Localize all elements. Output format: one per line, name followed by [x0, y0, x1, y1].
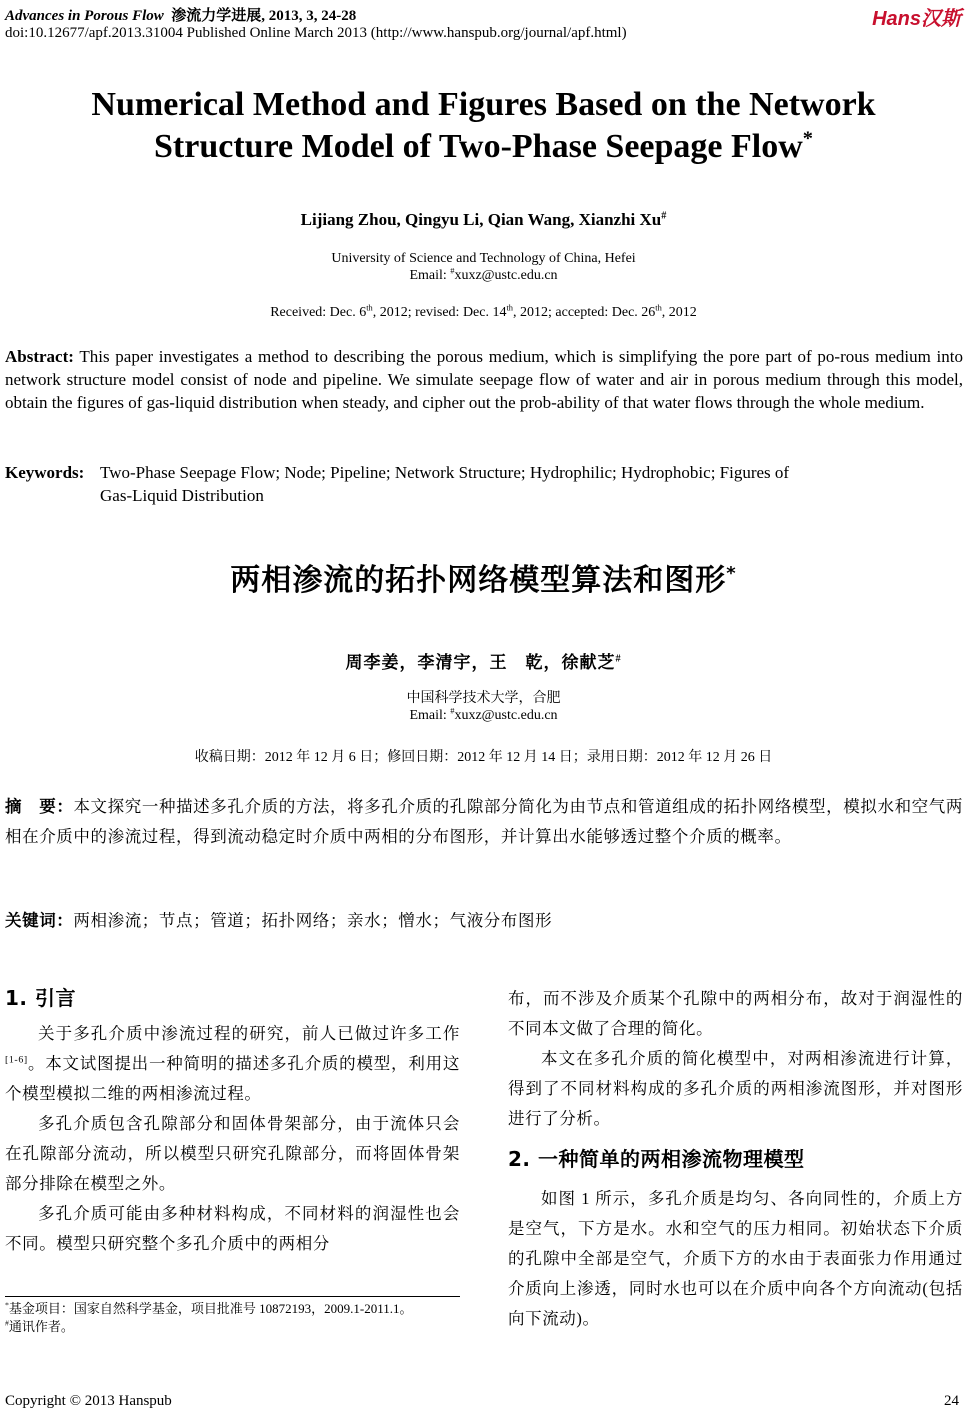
title-cn-mark: * — [726, 563, 737, 584]
email-label: Email: — [409, 708, 451, 723]
abstract-en-text: This paper investigates a method to describing the porous medium, which is simplifying the pore part of po-rous medium into network structure model consist of node and pipeline. We simulate seepage flow of water and air in porous medium through this model, obtain the figures of gas-liquid distribution when steady, and cipher out the prob-ability of that water flows through the whole medium. — [5, 347, 963, 412]
received-date: Received: Dec. 6 — [270, 305, 367, 320]
journal-name-cn: 渗流力学进展 — [171, 8, 262, 24]
fund-mark: * — [5, 1300, 9, 1310]
paragraph: 多孔介质包含孔隙部分和固体骨架部分，由于流体只会在孔隙部分流动，所以模型只研究孔隙部分，而将固体骨架部分排除在模型之外。 — [5, 1114, 460, 1193]
ordinal-sup: th — [506, 303, 513, 313]
journal-name: Advances in Porous Flow — [5, 8, 164, 24]
page-number: 24 — [944, 1393, 959, 1409]
paragraph — [5, 1019, 460, 1109]
abstract-cn-text: 本文探究一种描述多孔介质的方法，将多孔介质的孔隙部分简化为由节点和管道组成的拓扑网络模型，模拟水和空气两相在介质中的渗流过程，得到流动稳定时介质中两相的分布图形，并计算出水能够透过整个介质的概率。 — [5, 797, 963, 846]
dates-cn: 收稿日期：2012 年 12 月 6 日；修回日期：2012 年 12 月 14 日；录用日期：2012 年 12 月 26 日 — [194, 750, 773, 765]
email-address: xuxz@ustc.edu.cn — [454, 708, 558, 723]
email-address: xuxz@ustc.edu.cn — [454, 268, 558, 283]
keywords-cn-label: 关键词： — [5, 911, 74, 930]
accepted-date: , 2012; accepted: Dec. 26 — [513, 305, 656, 320]
citation: [1-6] — [5, 1054, 28, 1066]
abstract-cn — [5, 792, 963, 852]
corr-mark: # — [5, 1318, 9, 1328]
email-cn — [0, 707, 967, 724]
title-cn-text: 两相渗流的拓扑网络模型算法和图形 — [230, 563, 727, 598]
keywords-en-line1: Two-Phase Seepage Flow; Node; Pipeline; Network Structure; Hydrophilic; Hydrophobic; Figures of — [100, 463, 790, 482]
title-en-line1: Numerical Method and Figures Based on the Network — [91, 86, 876, 123]
fund-text: 基金项目：国家自然科学基金，项目批准号 10872193，2009.1-2011.1。 — [8, 1301, 413, 1316]
authors-en — [0, 210, 967, 230]
left-column — [5, 983, 460, 1259]
paragraph: 本文在多孔介质的简化模型中，对两相渗流进行计算，得到了不同材料构成的多孔介质的两相渗流图形，并对图形进行了分析。 — [508, 1049, 963, 1128]
author-mark: # — [661, 210, 667, 222]
fund-footnote — [5, 1300, 460, 1318]
right-column — [508, 984, 963, 1334]
section-2-heading: 2. 一种简单的两相渗流物理模型 — [508, 1147, 805, 1171]
keywords-cn-text: 两相渗流；节点；管道；拓扑网络；亲水；憎水；气液分布图形 — [73, 911, 553, 930]
paragraph: 多孔介质可能由多种材料构成，不同材料的润湿性也会不同。模型只研究整个多孔介质中的两相分 — [5, 1204, 460, 1253]
keywords-cn — [5, 906, 963, 936]
email-mark: # — [450, 706, 455, 716]
keywords-label-text: Keywords: — [5, 463, 85, 482]
volume-info: , 2013, 3, 24-28 — [261, 8, 357, 24]
keywords-en — [100, 461, 960, 507]
email-label: Email: — [409, 268, 451, 283]
journal-header — [5, 4, 356, 25]
hans-logo: Hans汉斯 — [872, 8, 961, 30]
affiliation-cn — [0, 690, 967, 724]
title-en — [0, 84, 967, 168]
copyright: Copyright © 2013 Hanspub — [5, 1393, 172, 1409]
affiliation-en — [0, 250, 967, 284]
date-year: , 2012 — [661, 305, 697, 320]
corr-footnote — [5, 1318, 460, 1336]
footnote-rule — [5, 1296, 460, 1297]
title-cn — [0, 555, 967, 599]
paragraph-text: 。本文试图提出一种简明的描述多孔介质的模型，利用这个模型模拟二维的两相渗流过程。 — [5, 1054, 460, 1103]
abstract-en — [5, 345, 963, 414]
abstract-cn-label: 摘 要： — [5, 797, 74, 816]
abstract-en-label: Abstract: — [5, 347, 74, 366]
section-1-heading: 1. 引言 — [5, 986, 76, 1010]
email-en — [0, 267, 967, 284]
doi-line: doi:10.12677/apf.2013.31004 Published Online March 2013 (http://www.hanspub.org/journal/apf.html) — [5, 25, 627, 41]
authors-cn-text: 周李姜，李清宇，王 乾，徐献芝 — [345, 653, 616, 672]
authors-en-text: Lijiang Zhou, Qingyu Li, Qian Wang, Xianzhi Xu — [300, 210, 662, 229]
email-mark: # — [450, 266, 455, 276]
authors-cn — [0, 648, 967, 673]
ordinal-sup: th — [366, 303, 373, 313]
dates-en — [0, 305, 967, 321]
affiliation-cn-text: 中国科学技术大学，合肥 — [406, 691, 561, 706]
ordinal-sup: th — [655, 303, 662, 313]
keywords-en-label — [5, 461, 84, 484]
title-footnote-mark: * — [802, 127, 813, 150]
keywords-en-line2: Gas-Liquid Distribution — [100, 486, 264, 505]
revised-date: , 2012; revised: Dec. 14 — [372, 305, 507, 320]
paragraph-continued: 布，而不涉及介质某个孔隙中的两相分布，故对于润湿性的不同本文做了合理的简化。 — [508, 989, 963, 1038]
author-cn-mark: # — [615, 653, 622, 665]
paragraph-text: 关于多孔介质中渗流过程的研究，前人已做过许多工作 — [38, 1024, 460, 1043]
corr-text: 通讯作者。 — [8, 1319, 74, 1334]
affiliation-en-text: University of Science and Technology of China, Hefei — [331, 251, 636, 266]
title-en-line2: Structure Model of Two-Phase Seepage Flow — [154, 128, 803, 165]
footnotes — [5, 1300, 460, 1336]
paragraph: 如图 1 所示，多孔介质是均匀、各向同性的，介质上方是空气，下方是水。水和空气的压力相同。初始状态下介质的孔隙中全部是空气，介质下方的水由于表面张力作用通过介质向上渗透，同时水也可以在介质中向各个方向流动(包括向下流动)。 — [508, 1189, 963, 1328]
